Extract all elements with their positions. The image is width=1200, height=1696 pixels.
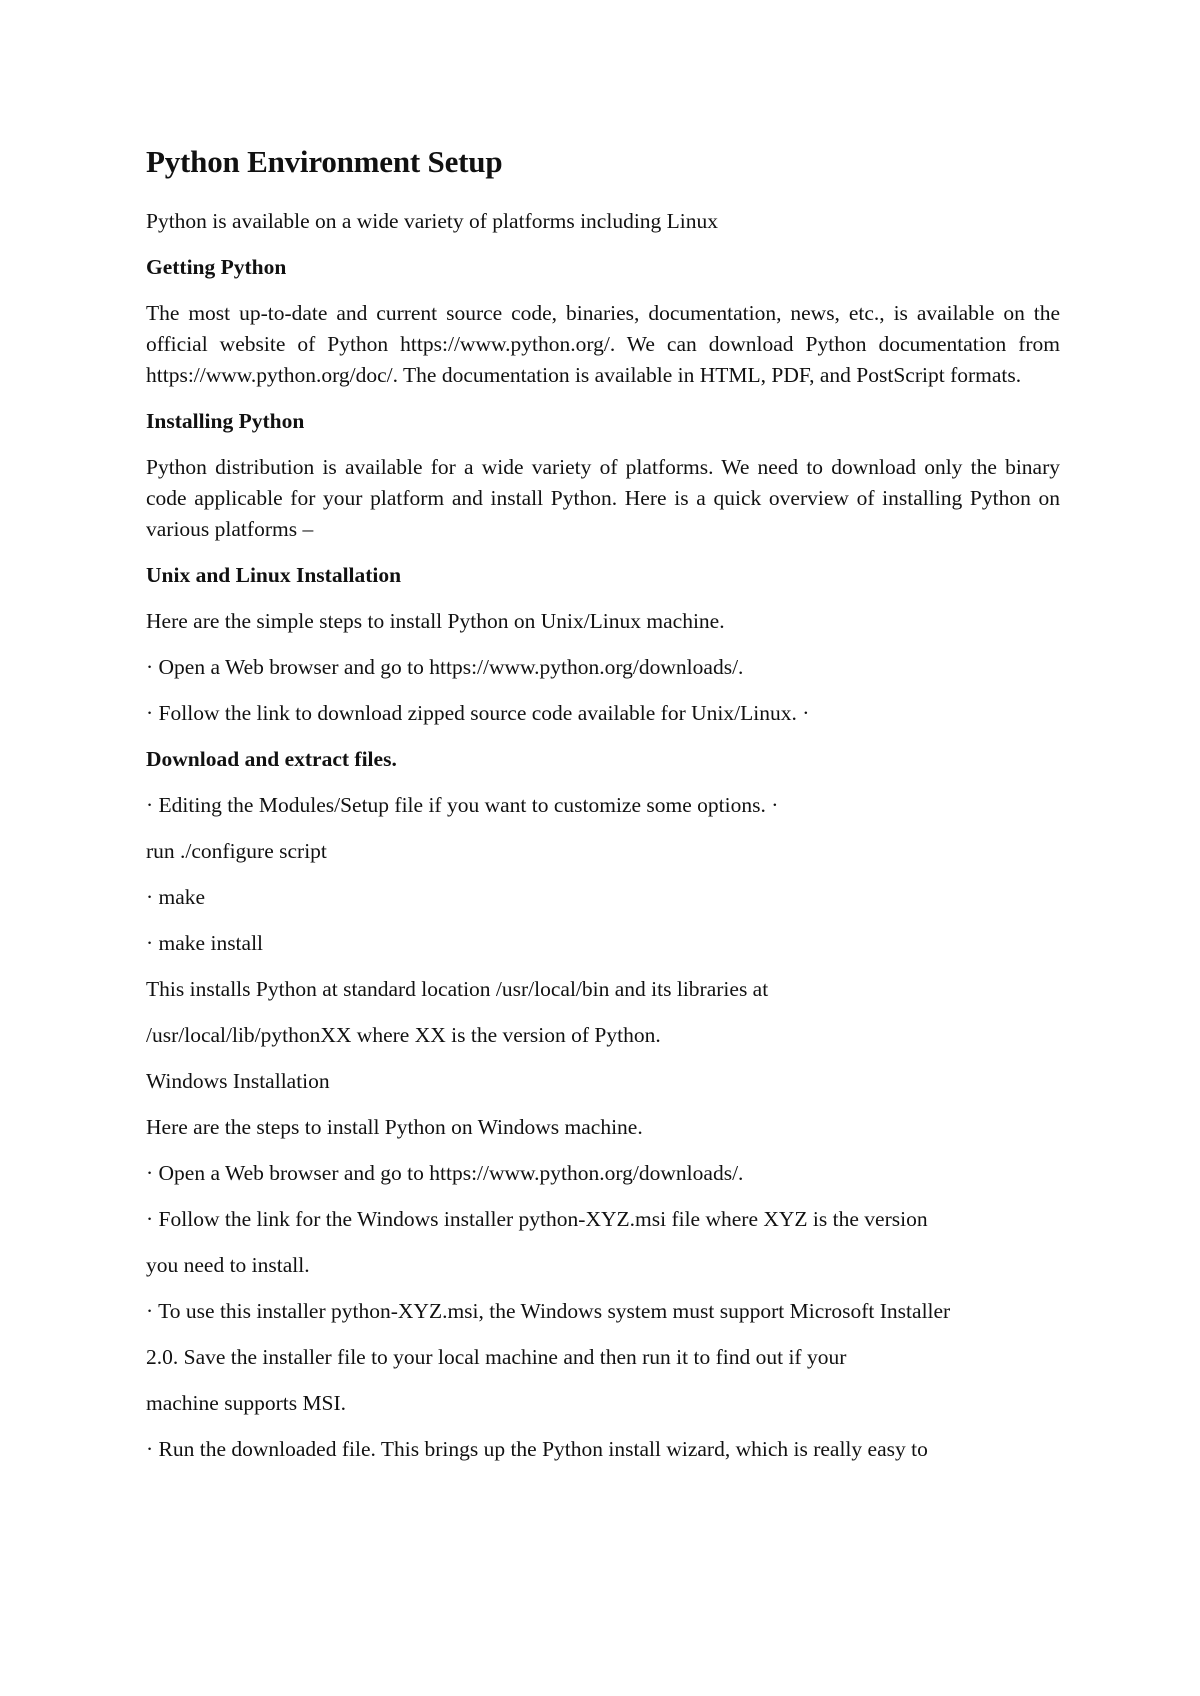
heading-unix-linux: Unix and Linux Installation [146, 563, 402, 587]
windows-step-4-line-1: · Run the downloaded file. This brings up the Python install wizard, which is really easy to [146, 1437, 928, 1461]
windows-step-1: · Open a Web browser and go to https://www.python.org/downloads/. [146, 1161, 744, 1185]
heading-installing-python: Installing Python [146, 409, 305, 433]
windows-step-3-line-2: 2.0. Save the installer file to your local machine and then run it to find out if your [146, 1345, 847, 1369]
installing-python-paragraph: Python distribution is available for a wide variety of platforms. We need to download only the binary code applicable for your platform and install Python. Here is a quick overview of installing Python on various platforms – [146, 455, 1060, 541]
unix-note-line-2: /usr/local/lib/pythonXX where XX is the version of Python. [146, 1023, 661, 1047]
heading-windows: Windows Installation [146, 1069, 330, 1093]
heading-download-extract: Download and extract files. [146, 747, 397, 771]
unix-step-3: · Editing the Modules/Setup file if you want to customize some options. · [146, 793, 779, 817]
unix-step-4: run ./configure script [146, 839, 327, 863]
document-page [146, 142, 1060, 1480]
heading-getting-python: Getting Python [146, 255, 287, 279]
unix-step-5: · make [146, 885, 206, 909]
windows-intro: Here are the steps to install Python on Windows machine. [146, 1115, 643, 1139]
getting-python-paragraph: The most up-to-date and current source code, binaries, documentation, news, etc., is available on the official website of Python https://www.python.org/. We can download Python documentation from https://www.python.org/doc/. The documentation is available in HTML, PDF, and PostScript formats. [146, 301, 1060, 387]
windows-step-2-line-1: · Follow the link for the Windows installer python-XYZ.msi file where XYZ is the version [146, 1207, 928, 1231]
unix-intro: Here are the simple steps to install Python on Unix/Linux machine. [146, 609, 725, 633]
windows-step-2-line-2: you need to install. [146, 1253, 310, 1277]
windows-step-3-line-1: · To use this installer python-XYZ.msi, the Windows system must support Microsoft Installer [146, 1299, 951, 1323]
intro-paragraph: Python is available on a wide variety of platforms including Linux [146, 209, 719, 233]
unix-step-1: · Open a Web browser and go to https://www.python.org/downloads/. [146, 655, 744, 679]
windows-step-3-line-3: machine supports MSI. [146, 1391, 347, 1415]
unix-step-2: · Follow the link to download zipped source code available for Unix/Linux. · [146, 701, 810, 725]
unix-step-6: · make install [146, 931, 264, 955]
unix-note-line-1: This installs Python at standard location /usr/local/bin and its libraries at [146, 977, 769, 1001]
document-title: Python Environment Setup [146, 144, 503, 179]
